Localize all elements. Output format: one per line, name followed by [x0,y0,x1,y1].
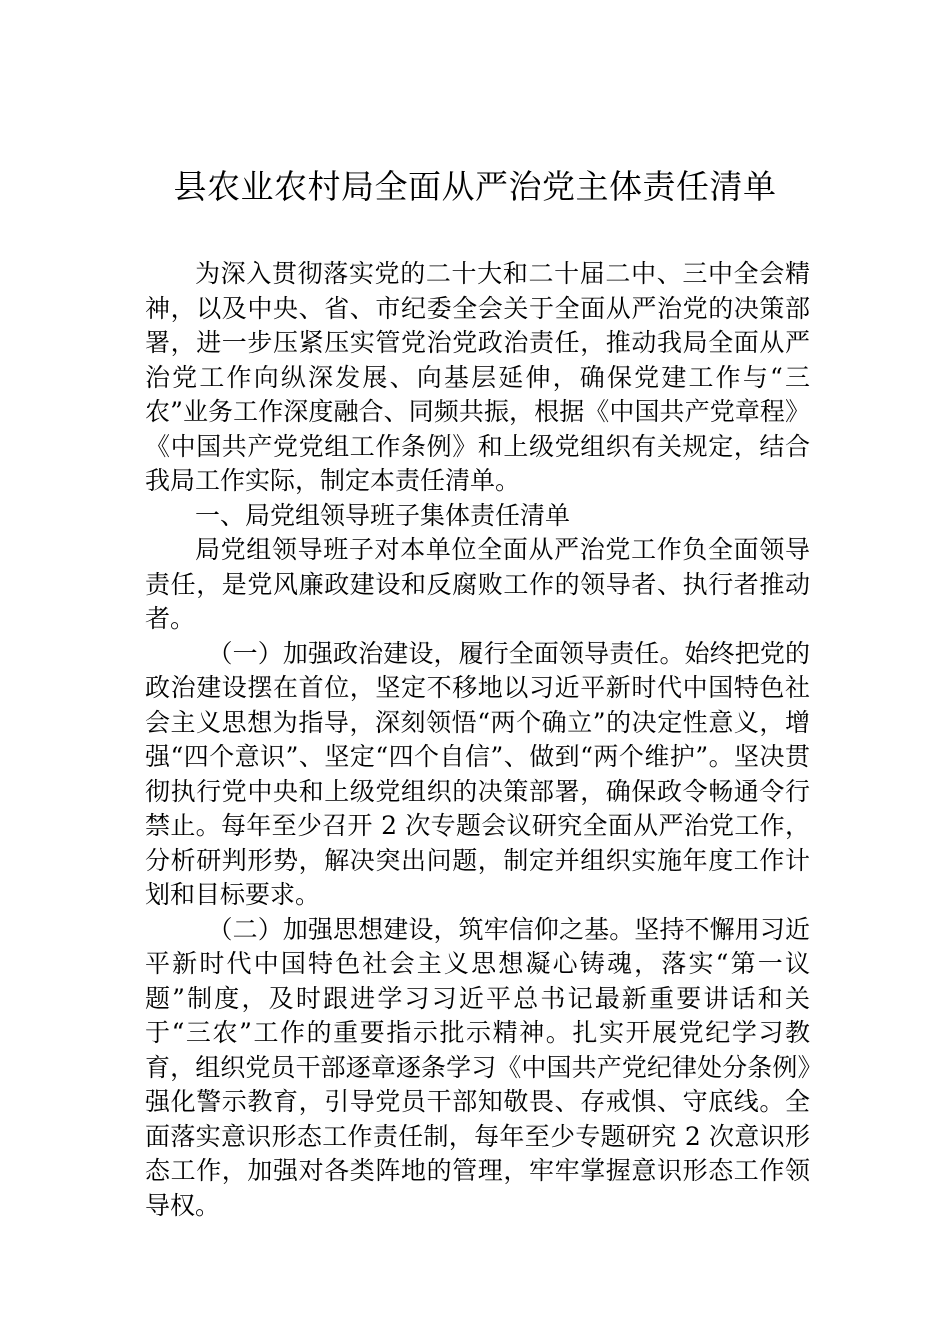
section-heading: 一、局党组领导班子集体责任清单 [195,500,571,530]
document-title: 县农业农村局全面从严治党主体责任清单 [173,167,777,206]
item-2-paragraph: （二）加强思想建设，筑牢信仰之基。坚持不懈用习近平新时代中国特色社会主义思想凝心铸魂，落实“第一议题”制度，及时跟进学习习近平总书记最新重要讲话和关于“三农”工作的重要指示批示精神。扎实开展党纪学习教育，组织党员干部逐章逐条学习《中国共产党纪律处分条例》强化警示教育，引导党员干部知敬畏、存戒惧、守底线。全面落实意识形态工作责任制，每年至少专题研究 2 次意识形态工作，加强对各类阵地的管理，牢牢掌握意识形态工作领导权。 [145,914,810,1220]
document-body [145,257,810,1223]
section-intro-paragraph: 局党组领导班子对本单位全面从严治党工作负全面领导责任，是党风廉政建设和反腐败工作的领导者、执行者推动者。 [145,535,810,633]
intro-paragraph: 为深入贯彻落实党的二十大和二十届二中、三中全会精神，以及中央、省、市纪委全会关于全面从严治党的决策部署，进一步压紧压实管党治党政治责任，推动我局全面从严治党工作向纵深发展、向基层延伸，确保党建工作与“三农”业务工作深度融合、同频共振，根据《中国共产党章程》《中国共产党党组工作条例》和上级党组织有关规定，结合我局工作实际，制定本责任清单。 [145,259,810,495]
item-1-paragraph: （一）加强政治建设，履行全面领导责任。始终把党的政治建设摆在首位，坚定不移地以习近平新时代中国特色社会主义思想为指导，深刻领悟“两个确立”的决定性意义，增强“四个意识”、坚定“四个自信”、做到“两个维护”。坚决贯彻执行党中央和上级党组织的决策部署，确保政令畅通令行禁止。每年至少召开 2 次专题会议研究全面从严治党工作，分析研判形势，解决突出问题，制定并组织实施年度工作计划和目标要求。 [145,638,810,909]
